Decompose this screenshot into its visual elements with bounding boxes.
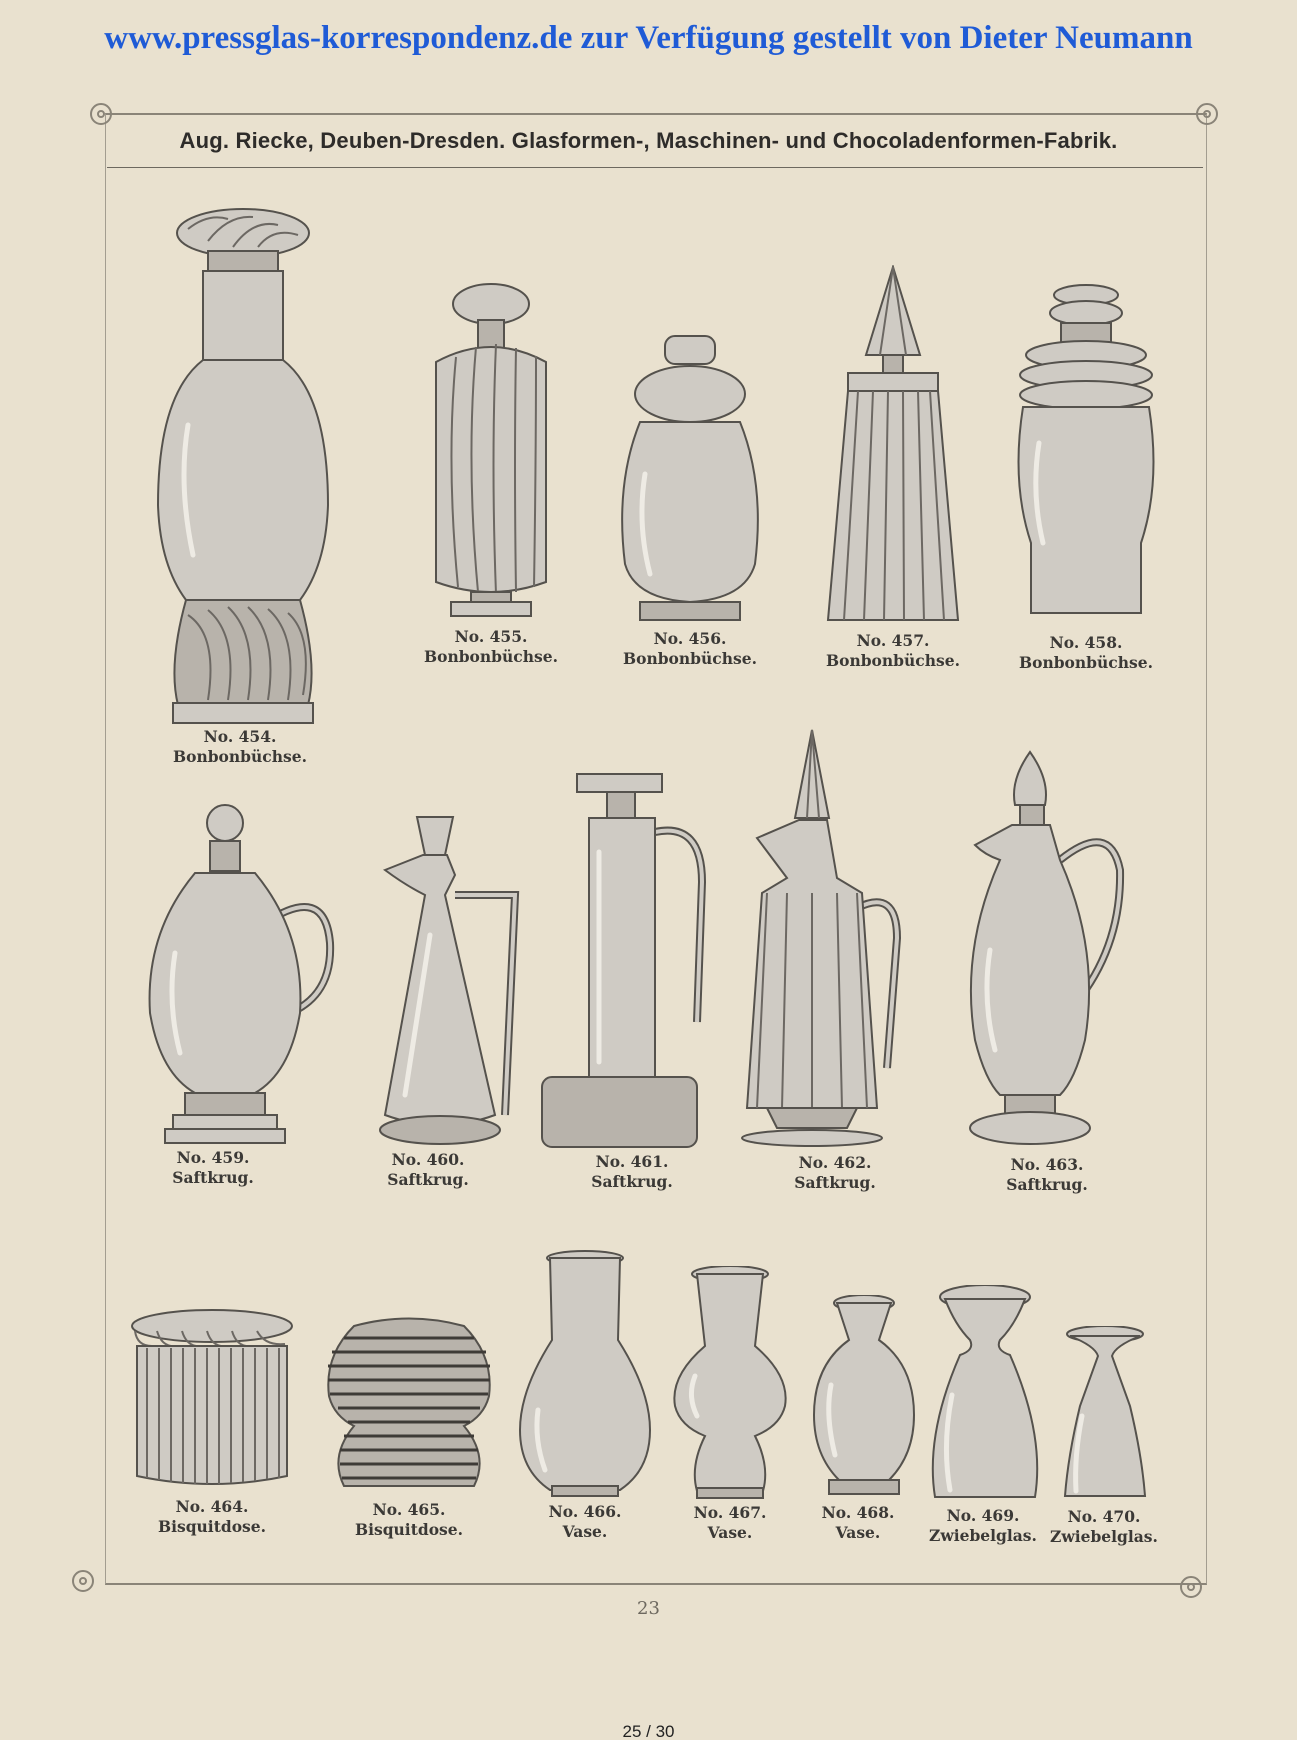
- item-459-illustration: [145, 803, 335, 1148]
- corner-ornament-bottom-left: [72, 1570, 94, 1592]
- item-456-caption: [590, 629, 790, 669]
- item-460-caption: [328, 1150, 528, 1190]
- item-470-number: No. 470.: [1067, 1507, 1141, 1526]
- item-461-number: No. 461.: [595, 1152, 669, 1171]
- watermark-link[interactable]: www.pressglas-korrespondenz.de zur Verfügung gestellt von Dieter Neumann: [104, 20, 1193, 56]
- catalog-header: Aug. Riecke, Deuben-Dresden. Glasformen-, Maschinen- und Chocoladenformen-Fabrik.: [179, 128, 1118, 153]
- corner-ornament-top-right: [1196, 103, 1218, 125]
- item-456-number: No. 456.: [653, 629, 727, 648]
- page-number: 23: [637, 1598, 660, 1619]
- item-463-name: Saftkrug.: [1006, 1175, 1088, 1194]
- item-454-caption: [140, 727, 340, 767]
- item-461-caption: [532, 1152, 732, 1192]
- viewer-page-indicator: 25 / 30: [622, 1722, 675, 1741]
- item-454-name: Bonbonbüchse.: [173, 747, 307, 766]
- viewer-footer: [0, 1740, 1297, 1754]
- item-470-illustration: [1010, 1326, 1200, 1501]
- item-457-number: No. 457.: [856, 631, 930, 650]
- item-456-illustration: [595, 334, 785, 624]
- item-455-name: Bonbonbüchse.: [424, 647, 558, 666]
- item-470-name: Zwiebelglas.: [1050, 1527, 1158, 1546]
- item-466-name: Vase.: [562, 1522, 608, 1541]
- item-470-caption: [1004, 1507, 1204, 1547]
- item-460-number: No. 460.: [391, 1150, 465, 1169]
- item-463-illustration: [950, 750, 1140, 1150]
- item-465-number: No. 465.: [372, 1500, 446, 1519]
- item-460-illustration: [345, 815, 535, 1150]
- item-465-illustration: [314, 1316, 504, 1496]
- item-465-name: Bisquitdose.: [354, 1520, 464, 1539]
- item-459-caption: [113, 1148, 313, 1188]
- item-465-caption: [309, 1500, 509, 1540]
- item-462-number: No. 462.: [798, 1153, 872, 1172]
- item-461-name: Saftkrug.: [591, 1172, 673, 1191]
- item-455-caption: [391, 627, 591, 667]
- item-458-number: No. 458.: [1049, 633, 1123, 652]
- item-458-name: Bonbonbüchse.: [1019, 653, 1153, 672]
- item-457-name: Bonbonbüchse.: [826, 651, 960, 670]
- item-461-illustration: [537, 772, 727, 1152]
- item-468-name: Vase.: [835, 1523, 881, 1542]
- item-463-number: No. 463.: [1010, 1155, 1084, 1174]
- item-469-name: Zwiebelglas.: [929, 1526, 1037, 1545]
- item-457-caption: [793, 631, 993, 671]
- item-459-name: Saftkrug.: [172, 1168, 254, 1187]
- corner-ornament-bottom-right: [1180, 1576, 1202, 1598]
- item-462-illustration: [737, 728, 927, 1148]
- item-462-name: Saftkrug.: [794, 1173, 876, 1192]
- item-460-name: Saftkrug.: [387, 1170, 469, 1189]
- item-458-illustration: [991, 283, 1181, 623]
- item-455-illustration: [396, 282, 586, 622]
- item-468-number: No. 468.: [821, 1503, 895, 1522]
- header-rule: [107, 167, 1203, 168]
- item-466-number: No. 466.: [548, 1502, 622, 1521]
- item-457-illustration: [798, 265, 988, 625]
- corner-ornament-top-left: [90, 103, 112, 125]
- item-462-caption: [735, 1153, 935, 1193]
- item-464-illustration: [117, 1306, 307, 1496]
- item-467-number: No. 467.: [693, 1503, 767, 1522]
- item-464-caption: [112, 1497, 312, 1537]
- item-454-number: No. 454.: [203, 727, 277, 746]
- item-464-number: No. 464.: [175, 1497, 249, 1516]
- item-455-number: No. 455.: [454, 627, 528, 646]
- item-463-caption: [947, 1155, 1147, 1195]
- item-458-caption: [986, 633, 1186, 673]
- item-459-number: No. 459.: [176, 1148, 250, 1167]
- item-467-name: Vase.: [707, 1523, 753, 1542]
- item-454-illustration: [148, 205, 338, 725]
- item-456-name: Bonbonbüchse.: [623, 649, 757, 668]
- item-464-name: Bisquitdose.: [157, 1517, 267, 1536]
- item-469-number: No. 469.: [946, 1506, 1020, 1525]
